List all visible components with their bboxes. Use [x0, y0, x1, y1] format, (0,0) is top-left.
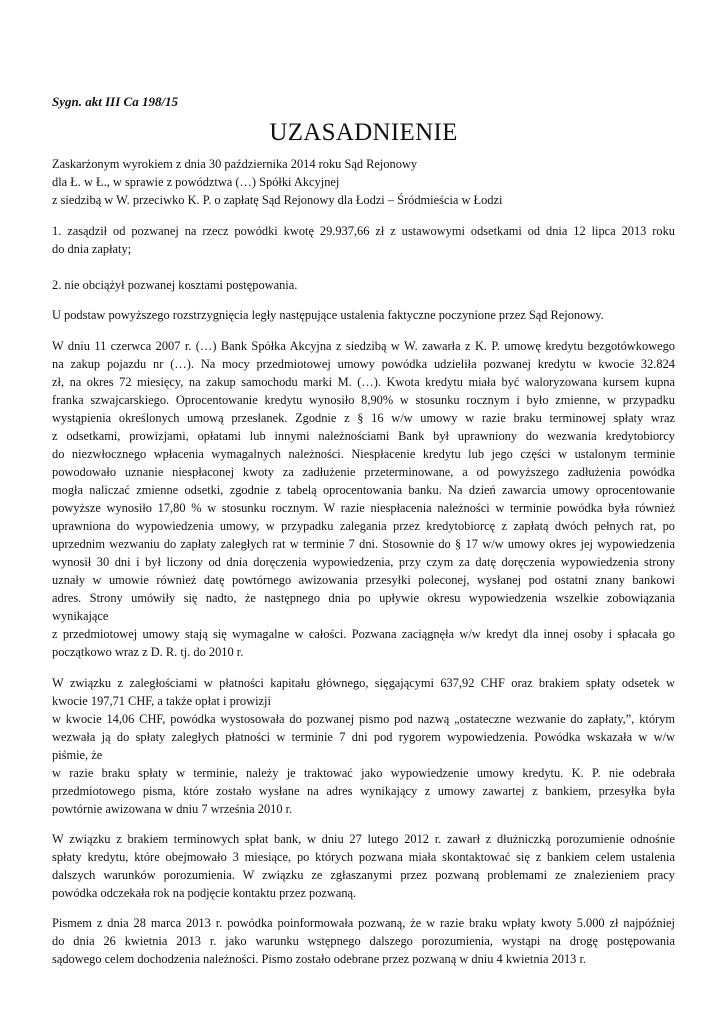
ruling-line: do dnia zapłaty; — [52, 242, 132, 256]
paragraph-line: sądowego celem dochodzenia należności. Pismo zostało odebrane przez pozwaną w dniu 4 kwietnia 2013 r. — [52, 952, 587, 966]
paragraph-line: przedmiotowego pisma, które zostało wysłane na adres wynikający z umowy zawartej z bankiem, przesyłka była — [52, 784, 675, 798]
paragraph-line: zł, na okres 72 miesięcy, na zakup samochodu marki M. (…). Kwota kredytu miała być waloryzowana kursem kupna — [52, 375, 675, 389]
paragraph-line: powódka odczekała rok na podjęcie kontaktu przez pozwaną. — [52, 886, 357, 900]
paragraph-line: wynosił 30 dni i był liczony od dnia doręczenia wypowiedzenia, przy czym za datę doręczenia wypowiedzenia strony — [52, 555, 675, 569]
facts-paragraph-1 — [52, 337, 675, 661]
paragraph-line: adres. Strony umówiły się nadto, że następnego dnia po upływie okresu wypowiedzenia wszelkie zobowiązania — [52, 591, 675, 605]
facts-paragraph-3 — [52, 830, 675, 902]
ruling-line: 2. nie obciążył pozwanej kosztami postępowania. — [52, 278, 298, 292]
paragraph-line: kwocie 197,71 CHF, a także opłat i prowizji — [52, 694, 271, 708]
facts-paragraph-2 — [52, 674, 675, 818]
paragraph-line: z odsetkami, prowizjami, opłatami lub innymi należnościami Bank był uprawniony do wezwania kredytobiorcy — [52, 429, 675, 443]
paragraph-line: uprawniona do wypowiedzenia umowy, w przypadku zalegania przez kredytobiorcę z zapłatą dwóch pełnych rat, po — [52, 519, 675, 533]
ruling-point-2 — [52, 276, 675, 294]
paragraph-line: wezwała ją do spłaty zaległych płatności w terminie 7 dni pod rygorem wypowiedzenia. Powódka wskazała w w/w — [52, 730, 675, 744]
case-signature: Sygn. akt III Ca 198/15 — [52, 94, 179, 109]
paragraph-line: uznały w umowie również datę powtórnego awizowania przesyłki poleconej, wysłanej pod ostatni znany bankowi — [52, 573, 675, 587]
paragraph-line: powyższe wynosiło 17,80 % w stosunku rocznym. W razie niespłacenia należności w terminie powódka była również — [52, 501, 675, 515]
intro-line: z siedzibą w W. przeciwko K. P. o zapłatę Sąd Rejonowy dla Łodzi – Śródmieścia w Łodzi — [52, 193, 503, 207]
document-page — [52, 93, 675, 968]
basis-sentence — [52, 306, 675, 324]
paragraph-line: Pismem z dnia 28 marca 2013 r. powódka poinformowała pozwaną, że w razie braku wpłaty kwoty 5.000 zł najpóźniej — [52, 916, 675, 930]
paragraph-line: początkowo wraz z D. R. tj. do 2010 r. — [52, 645, 244, 659]
ruling-line: 1. zasądził od pozwanej na rzecz powódki kwotę 29.937,66 zł z ustawowymi odsetkami od dnia 12 lipca 2013 roku — [52, 224, 675, 238]
ruling-point-1 — [52, 222, 675, 258]
basis-line: U podstaw powyższego rozstrzygnięcia legły następujące ustalenia faktyczne poczynione przez Sąd Rejonowy. — [52, 308, 604, 322]
intro-line: Zaskarżonym wyrokiem z dnia 30 października 2014 roku Sąd Rejonowy — [52, 157, 418, 171]
paragraph-line: z przedmiotowej umowy stają się wymagalne w całości. Pozwana zaciągnęła w/w kredyt dla innej osoby i spłacała go — [52, 627, 675, 641]
paragraph-line: na zakup pojazdu nr (…). Na mocy przedmiotowej umowy powódka udzieliła pozwanej kredytu w kwocie 32.824 — [52, 357, 675, 371]
paragraph-line: W dniu 11 czerwca 2007 r. (…) Bank Spółka Akcyjna z siedzibą w W. zawarła z K. P. umowę kredytu bezgotówkowego — [52, 339, 675, 353]
paragraph-line: wystąpienia określonych umową przesłanek. Zgodnie z § 16 w/w umowy w razie braku terminowej spłaty wraz — [52, 411, 675, 425]
paragraph-line: wynikające — [52, 609, 109, 623]
paragraph-line: do niezwłocznego wpłacenia wymagalnych należności. Niespłacenie kredytu lub jego części w ustalonym terminie — [52, 447, 675, 461]
paragraph-line: powodowało uznanie niespłaconej kwoty za zadłużenie przeterminowane, a od powyższego zadłużenia powódka — [52, 465, 675, 479]
paragraph-line: mogła naliczać zmienne odsetki, zgodnie z tabelą oprocentowania banku. Na dzień zawarcia umowy oprocentowanie — [52, 483, 675, 497]
paragraph-line: franka szwajcarskiego. Oprocentowanie kredytu wynosiło 8,90% w stosunku rocznym i było zmienne, w przypadku — [52, 393, 675, 407]
paragraph-line: W związku z zaległościami w płatności kapitału głównego, sięgającymi 637,92 CHF oraz brakiem spłaty odsetek w — [52, 676, 675, 690]
document-title: UZASADNIENIE — [269, 119, 458, 146]
paragraph-line: dalszych warunków porozumienia. W związku ze zgłaszanymi przez pozwaną problemami ze znalezieniem pracy — [52, 868, 675, 882]
intro-paragraph — [52, 155, 675, 209]
paragraph-line: powtórnie awizowana w dniu 7 września 2010 r. — [52, 802, 293, 816]
paragraph-line: w kwocie 14,06 CHF, powódka wystosowała do pozwanej pismo pod nazwą „ostateczne wezwanie do zapłaty,”, którym — [52, 712, 675, 726]
intro-line: dla Ł. w Ł., w sprawie z powództwa (…) Spółki Akcyjnej — [52, 175, 340, 189]
paragraph-line: do dnia 26 kwietnia 2013 r. jako warunku wstępnego dalszego porozumienia, wystąpi na drogę postępowania — [52, 934, 675, 948]
paragraph-line: piśmie, że — [52, 748, 103, 762]
paragraph-line: W związku z brakiem terminowych spłat bank, w dniu 27 lutego 2012 r. zawarł z dłużniczką porozumienie odnośnie — [52, 832, 675, 846]
paragraph-line: uprzednim wezwaniu do zapłaty zaległych rat w terminie 7 dni. Stosownie do § 17 w/w umowy okres jej wypowiedzenia — [52, 537, 675, 551]
paragraph-line: w razie braku spłaty w terminie, należy je traktować jako wypowiedzenie umowy kredytu. K. P. nie odebrała — [52, 766, 675, 780]
paragraph-line: spłaty kredytu, które obejmowało 3 miesiące, po których pozwana miała skontaktować się z bankiem celem ustalenia — [52, 850, 675, 864]
facts-paragraph-4 — [52, 914, 675, 968]
